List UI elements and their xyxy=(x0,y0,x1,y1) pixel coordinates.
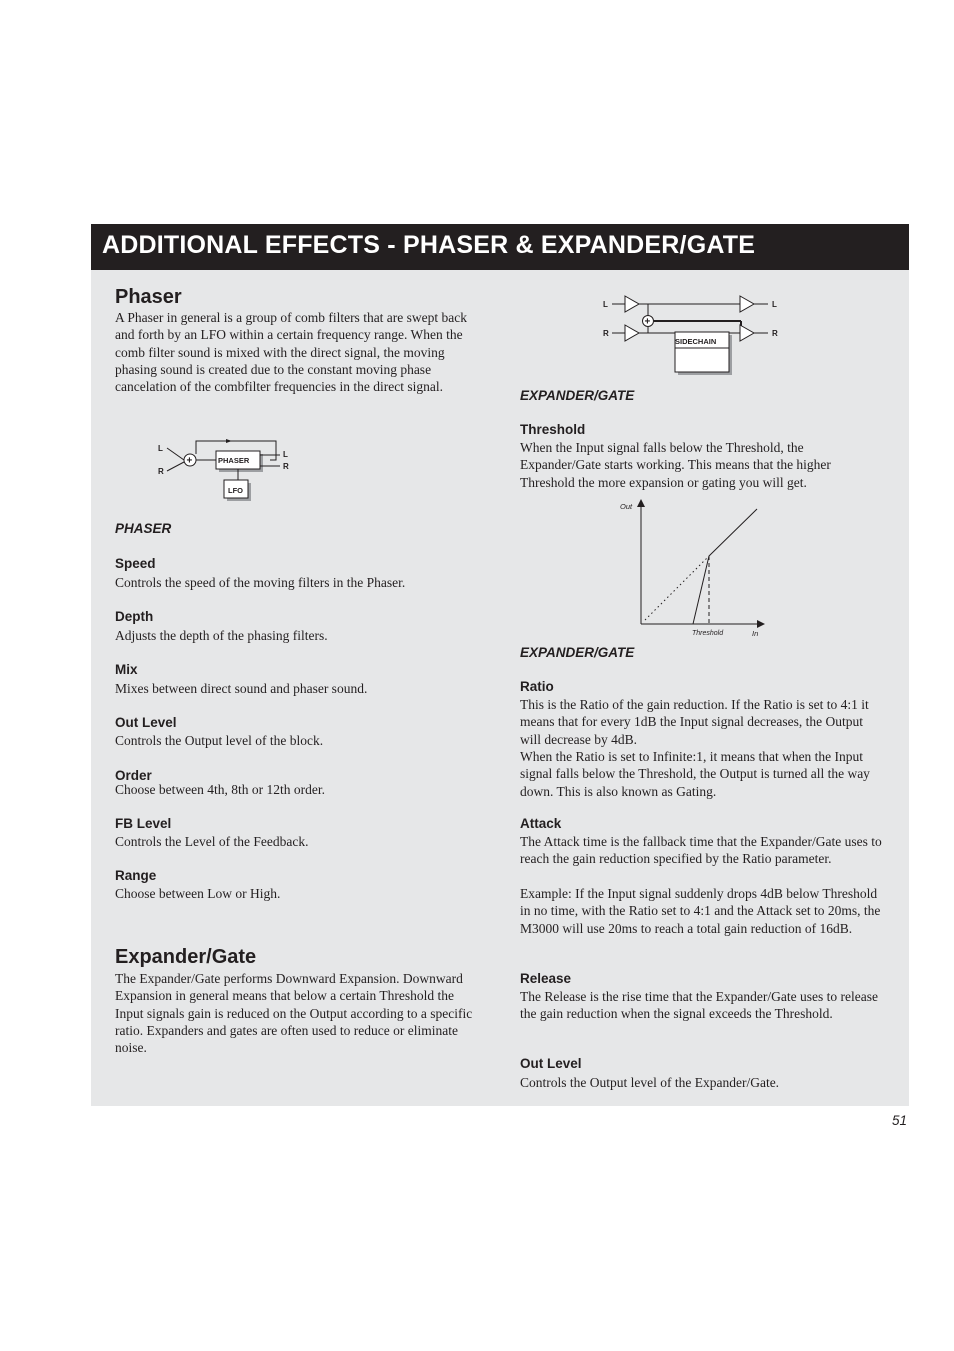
param-out-level-desc: Controls the Output level of the block. xyxy=(115,733,324,748)
input-amp-r xyxy=(625,325,639,341)
expander-diagram-l-out: L xyxy=(772,300,777,309)
param-threshold-desc: When the Input signal falls below the Threshold, the Expander/Gate starts working. This means that the higher Threshold the more expansion or gating you will get. xyxy=(520,440,831,490)
expander-diagram-r-in: R xyxy=(603,329,609,338)
input-amp-l xyxy=(625,296,639,312)
param-order-name: Order xyxy=(115,768,152,783)
param-mix-desc: Mixes between direct sound and phaser sound. xyxy=(115,681,368,696)
param-attack-desc-2: Example: If the Input signal suddenly drops 4dB below Threshold in no time, with the Ratio set to 4:1 and the Attack set to 20ms, the M3000 will use 20ms to reach a total gain reduction of 16dB. xyxy=(520,886,881,936)
phaser-diagram-r-out: R xyxy=(283,462,289,471)
param-speed-desc: Controls the speed of the moving filters in the Phaser. xyxy=(115,575,406,590)
phaser-intro: A Phaser in general is a group of comb filters that are swept back and forth by an LFO within a certain frequency range. When the comb filter sound is mixed with the direct signal, the moving phasing sound is created due to the constant moving phase cancelation of the combfilter frequencies in the direct signal. xyxy=(115,310,468,395)
param-ratio-name: Ratio xyxy=(520,679,554,694)
param-ratio-desc-2: When the Ratio is set to Infinite:1, it means that when the Input signal falls below the Threshold, the Output is turned all the way down. This is also known as Gating. xyxy=(520,749,870,799)
param-range-name: Range xyxy=(115,868,157,883)
param-attack-desc: The Attack time is the fallback time that the Expander/Gate uses to reach the gain reduction specified by the Ratio parameter. xyxy=(520,834,882,867)
expander-diagram-l-in: L xyxy=(603,300,608,309)
phaser-diagram-l-out: L xyxy=(283,450,288,459)
page-number: 51 xyxy=(891,1113,907,1128)
param-range-desc: Choose between Low or High. xyxy=(115,886,281,901)
expander-caption-1: EXPANDER/GATE xyxy=(520,388,635,403)
expander-heading: Expander/Gate xyxy=(115,946,257,968)
param-out-level-exp-name: Out Level xyxy=(520,1056,582,1071)
param-ratio-desc: This is the Ratio of the gain reduction. If the Ratio is set to 4:1 it means that for every 1dB the Input signal decreases, the Output will decrease by 4dB. xyxy=(520,697,869,747)
expander-caption-2: EXPANDER/GATE xyxy=(520,645,635,660)
param-attack-name: Attack xyxy=(520,816,562,831)
param-release-desc: The Release is the rise time that the Expander/Gate uses to release the gain reduction when the signal exceeds the Threshold. xyxy=(520,989,878,1022)
phaser-diagram-plus: + xyxy=(186,455,193,467)
param-depth-name: Depth xyxy=(115,609,154,624)
param-fb-level-desc: Controls the Level of the Feedback. xyxy=(115,834,309,849)
expander-transfer-graph xyxy=(615,497,770,640)
lfo-block-label: LFO xyxy=(228,486,243,495)
param-speed-name: Speed xyxy=(115,556,156,571)
phaser-diagram-r-in: R xyxy=(158,467,164,476)
expander-intro: The Expander/Gate performs Downward Expansion. Downward Expansion in general means that below a certain Threshold the Input signals gain is reduced on the Output according to a specific ratio. Expanders and gates are often used to reduce or eliminate noise. xyxy=(115,971,473,1056)
graph-out-label: Out xyxy=(620,502,633,511)
expander-diagram-plus: + xyxy=(644,316,651,328)
param-fb-level-name: FB Level xyxy=(115,816,172,831)
expander-diagram-r-out: R xyxy=(772,329,778,338)
phaser-heading: Phaser xyxy=(115,286,182,308)
graph-in-label: In xyxy=(752,629,759,638)
param-mix-name: Mix xyxy=(115,662,138,677)
param-release-name: Release xyxy=(520,971,572,986)
param-out-level-name: Out Level xyxy=(115,715,177,730)
output-amp-l xyxy=(740,296,754,312)
title-bar xyxy=(91,224,909,270)
page-title: ADDITIONAL EFFECTS - PHASER & EXPANDER/GATE xyxy=(102,231,756,259)
expander-diagram xyxy=(598,291,788,381)
param-depth-desc: Adjusts the depth of the phasing filters. xyxy=(115,628,328,643)
phaser-diagram-l-in: L xyxy=(158,444,163,453)
phaser-block-label: PHASER xyxy=(218,456,250,465)
sidechain-label: SIDECHAIN xyxy=(675,337,717,346)
param-threshold-name: Threshold xyxy=(520,422,586,437)
phaser-caption: PHASER xyxy=(115,521,172,536)
output-amp-r xyxy=(740,325,754,341)
graph-threshold-label: Threshold xyxy=(692,630,724,637)
phaser-diagram xyxy=(150,433,300,505)
param-out-level-exp-desc: Controls the Output level of the Expander/Gate. xyxy=(520,1075,780,1090)
param-order-desc: Choose between 4th, 8th or 12th order. xyxy=(115,782,325,797)
